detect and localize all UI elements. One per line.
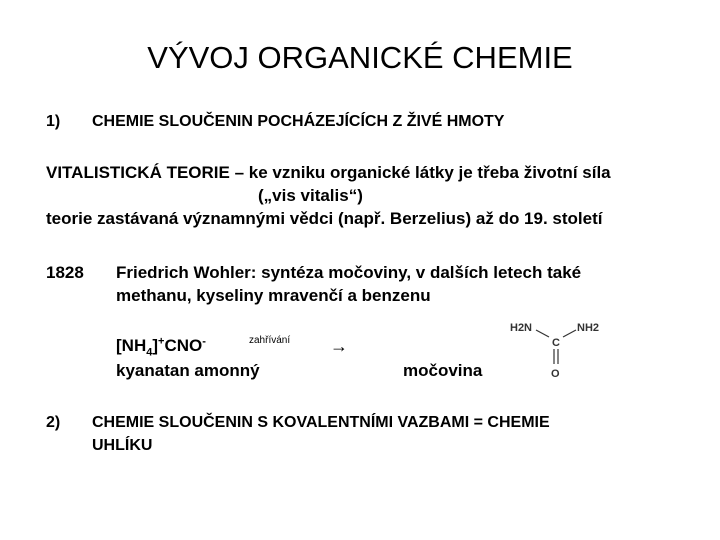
reaction-arrow: →: [330, 336, 348, 356]
wohler-year: 1828: [46, 263, 84, 282]
vitalism-line-2: („vis vitalis“): [258, 186, 363, 205]
reactant-bracket-close: ]: [152, 336, 159, 355]
urea-left-bond: [536, 330, 549, 337]
wohler-line-2: methanu, kyseliny mravenčí a benzenu: [116, 286, 431, 305]
urea-structure-diagram: [505, 315, 625, 383]
urea-oxygen-atom: O: [551, 368, 560, 380]
reactant-minus-charge: -: [202, 335, 206, 348]
section-1-number: 1): [46, 113, 61, 130]
section-2-line-2: UHLÍKU: [92, 437, 153, 454]
reactant-formula: [116, 335, 206, 359]
urea-carbon-atom: C: [552, 337, 560, 349]
section-1-heading: CHEMIE SLOUČENIN POCHÁZEJÍCÍCH Z ŽIVÉ HMOTY: [92, 113, 505, 130]
section-2-line-1: CHEMIE SLOUČENIN S KOVALENTNÍMI VAZBAMI = CHEMIE: [92, 414, 550, 431]
vitalism-line-3: teorie zastávaná významnými vědci (např. Berzelius) až do 19. století: [46, 209, 603, 228]
vitalism-line-1: VITALISTICKÁ TEORIE – ke vzniku organické látky je třeba životní síla: [46, 163, 611, 182]
reactant-plus-charge: +: [158, 335, 165, 348]
reactant-subscript: 4: [146, 346, 153, 359]
urea-right-group: NH2: [577, 322, 600, 334]
urea-right-bond: [563, 330, 576, 337]
reactant-anion: CNO: [164, 336, 203, 355]
reactant-name: kyanatan amonný: [116, 361, 260, 380]
reaction-condition: zahřívání: [249, 335, 291, 346]
section-2-number: 2): [46, 414, 61, 431]
urea-left-group: H2N: [510, 322, 533, 334]
reactant-bracket-open: [NH: [116, 336, 147, 355]
wohler-line-1: Friedrich Wohler: syntéza močoviny, v dalších letech také: [116, 263, 582, 282]
page-title: VÝVOJ ORGANICKÉ CHEMIE: [147, 40, 573, 75]
product-name: močovina: [403, 361, 483, 380]
